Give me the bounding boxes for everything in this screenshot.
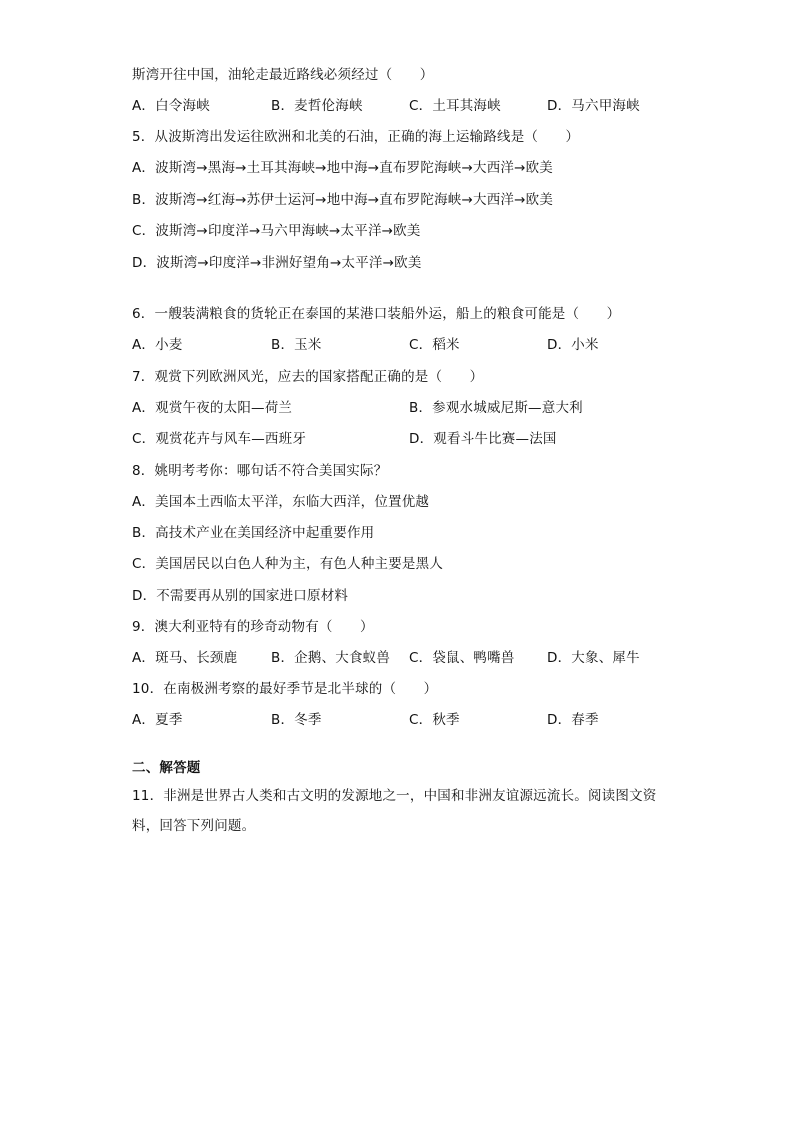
q6-option-d[interactable]: D．小米: [547, 337, 599, 353]
q5-stem: 5．从波斯湾出发运往欧洲和北美的石油，正确的海上运输路线是（ ）: [132, 129, 580, 145]
q5-option-b[interactable]: B．波斯湾→红海→苏伊士运河→地中海→直布罗陀海峡→大西洋→欧美: [132, 192, 554, 208]
q5-option-c[interactable]: C．波斯湾→印度洋→马六甲海峡→太平洋→欧美: [132, 223, 421, 239]
q10-stem: 10．在南极洲考察的最好季节是北半球的（ ）: [132, 681, 438, 697]
q8-option-c[interactable]: C．美国居民以白色人种为主，有色人种主要是黑人: [132, 556, 444, 572]
q10-options: [132, 709, 672, 731]
q9-option-a[interactable]: A．斑马、长颈鹿: [132, 650, 238, 666]
q6-option-a[interactable]: A．小麦: [132, 337, 183, 353]
q10-option-b[interactable]: B．冬季: [271, 712, 322, 728]
q8-option-a[interactable]: A．美国本土西临太平洋，东临大西洋，位置优越: [132, 494, 430, 510]
q11-stem-line2: 料，回答下列问题。: [132, 818, 256, 834]
q8-option-b[interactable]: B．高技术产业在美国经济中起重要作用: [132, 525, 375, 541]
q6-option-b[interactable]: B．玉米: [271, 337, 322, 353]
section-heading: 二、解答题: [132, 760, 201, 776]
q4-option-a[interactable]: A．白令海峡: [132, 98, 210, 114]
q6-stem: 6．一艘装满粮食的货轮正在泰国的某港口装船外运，船上的粮食可能是（ ）: [132, 306, 621, 322]
q6-option-c[interactable]: C．稻米: [409, 337, 460, 353]
q10-option-a[interactable]: A．夏季: [132, 712, 183, 728]
q7-option-a[interactable]: A．观赏午夜的太阳—荷兰: [132, 400, 293, 416]
q9-option-c[interactable]: C．袋鼠、鸭嘴兽: [409, 650, 515, 666]
q7-option-c[interactable]: C．观赏花卉与风车—西班牙: [132, 431, 307, 447]
q5-option-d[interactable]: D．波斯湾→印度洋→非洲好望角→太平洋→欧美: [132, 255, 422, 271]
q9-options: [132, 647, 672, 669]
q9-stem: 9．澳大利亚特有的珍奇动物有（ ）: [132, 619, 374, 635]
q6-options: [132, 334, 672, 356]
q4-option-c[interactable]: C．土耳其海峡: [409, 98, 501, 114]
q7-option-b[interactable]: B．参观水城威尼斯—意大利: [409, 400, 583, 416]
q7-stem: 7．观赏下列欧洲风光，应去的国家搭配正确的是（ ）: [132, 369, 484, 385]
q8-stem: 8．姚明考考你：哪句话不符合美国实际？: [132, 463, 388, 479]
q7-options-row1: [132, 397, 672, 419]
q5-option-a[interactable]: A．波斯湾→黑海→土耳其海峡→地中海→直布罗陀海峡→大西洋→欧美: [132, 160, 554, 176]
q4-option-d[interactable]: D．马六甲海峡: [547, 98, 640, 114]
q7-options-row2: [132, 428, 672, 450]
q4-options: [132, 95, 672, 117]
q4-stem-continued: 斯湾开往中国，油轮走最近路线必须经过（ ）: [132, 67, 434, 83]
q10-option-d[interactable]: D．春季: [547, 712, 599, 728]
q11-stem-line1: 11．非洲是世界古人类和古文明的发源地之一，中国和非洲友谊源远流长。阅读图文资: [132, 788, 657, 804]
q4-option-b[interactable]: B．麦哲伦海峡: [271, 98, 363, 114]
q9-option-d[interactable]: D．大象、犀牛: [547, 650, 640, 666]
q10-option-c[interactable]: C．秋季: [409, 712, 460, 728]
q9-option-b[interactable]: B．企鹅、大食蚁兽: [271, 650, 391, 666]
q7-option-d[interactable]: D．观看斗牛比赛—法国: [409, 431, 557, 447]
q8-option-d[interactable]: D．不需要再从别的国家进口原材料: [132, 588, 349, 604]
